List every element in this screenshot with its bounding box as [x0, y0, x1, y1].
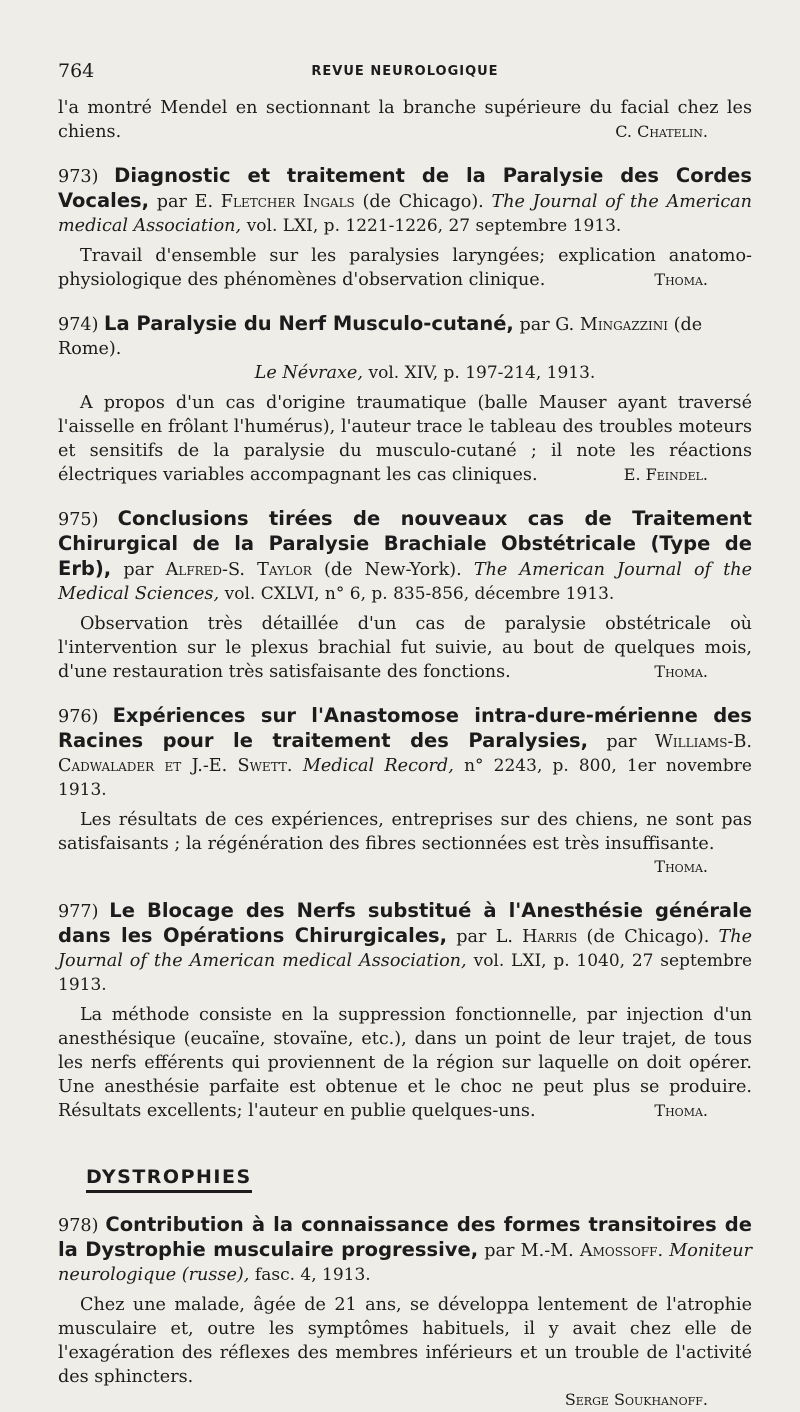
author-affiliation: (de New-York). [323, 560, 462, 580]
page-content [58, 96, 752, 1412]
entry-author: Alfred-S. Taylor [165, 560, 312, 580]
entry-reference: vol. LXI, p. 1040, 27 septembre 1913. [58, 951, 753, 995]
signature: Thoma. [654, 1101, 708, 1120]
author-affiliation: (de Rome). [58, 315, 703, 359]
abstract-entry [58, 704, 752, 879]
author-prefix: par [123, 560, 154, 580]
abstract-entry [58, 1213, 752, 1412]
entry-abstract: Travail d'ensemble sur les paralysies laryngées; explication anatomo-physiologique des phénomènes d'observation clinique. [58, 246, 752, 290]
entry-abstract: A propos d'un cas d'origine traumatique (balle Mauser ayant traversé l'aisselle en frôlant l'humérus), l'auteur trace le tableau des troubles moteurs et sensitifs de la paralysie du musculo-cutané ; il note les réactions électriques variables accompagnant les cas cliniques. [58, 393, 752, 485]
entry-number: 976) [58, 707, 99, 727]
signature: Thoma. [654, 270, 708, 289]
abstract-entry [58, 312, 752, 487]
author-affiliation: (de Chicago). [362, 192, 484, 212]
abstract-entry [58, 164, 752, 292]
entry-title: La Paralysie du Nerf Musculo-cutané, [104, 312, 514, 335]
entry-source [58, 361, 752, 385]
entry-author: M.-M. Amossoff. [520, 1241, 664, 1261]
entry-heading [58, 899, 752, 997]
entry-abstract: Les résultats de ces expériences, entreprises sur des chiens, ne sont pas satisfaisants ; la régénération des fibres sectionnées est très insuffisante. [58, 810, 752, 854]
entry-reference: n° 2243, p. 800, 1er novembre 1913. [58, 756, 752, 800]
entry-journal: Medical Record, [302, 756, 454, 776]
journal-title: REVUE NEUROLOGIQUE [311, 64, 499, 79]
entry-heading [58, 507, 752, 606]
author-prefix: par [519, 315, 550, 335]
entry-number: 973) [58, 167, 99, 187]
entry-number: 974) [58, 315, 99, 335]
entry-journal: The Journal of the American medical Association, [58, 192, 753, 236]
entry-number: 977) [58, 902, 99, 922]
signature: Thoma. [654, 662, 708, 681]
running-head [58, 60, 752, 90]
signature: Serge Soukhanoff. [564, 1390, 708, 1409]
entry-heading [58, 312, 752, 361]
entry-title: Conclusions tirées de nouveaux cas de Traitement Chirurgical de la Paralysie Brachiale Obstétricale (Type de Erb), [58, 507, 752, 580]
entry-journal: The American Journal of the Medical Sciences, [58, 560, 753, 604]
signature: C. Chatelin. [615, 122, 708, 141]
entry-journal: Moniteur neurologique (russe), [58, 1241, 753, 1285]
continuation-text: l'a montré Mendel en sectionnant la branche supérieure du facial chez les chiens. [58, 98, 752, 142]
section-heading: DYSTROPHIES [86, 1165, 252, 1193]
author-prefix: par [156, 192, 187, 212]
entry-number: 975) [58, 510, 99, 530]
entry-number: 978) [58, 1216, 99, 1236]
entry-journal: The Journal of the American medical Association, [58, 927, 752, 971]
entry-abstract: Chez une malade, âgée de 21 ans, se développa lentement de l'atrophie musculaire et, outre les symptômes habituels, il y avait chez elle de l'exagération des réflexes des membres inférieurs et un trouble de l'activité des sphincters. [58, 1295, 752, 1387]
entry-journal: Le Névraxe, [254, 363, 363, 383]
entry-reference: fasc. 4, 1913. [254, 1265, 371, 1285]
entry-reference: vol. CXLVI, n° 6, p. 835-856, décembre 1913. [224, 584, 615, 604]
signature: E. Feindel. [623, 465, 708, 484]
entry-author: L. Harris [495, 927, 578, 947]
author-prefix: par [456, 927, 487, 947]
author-affiliation: (de Chicago). [586, 927, 710, 947]
abstract-entry [58, 899, 752, 1123]
author-prefix: par [606, 732, 637, 752]
abstract-entry [58, 507, 752, 684]
entry-abstract: Observation très détaillée d'un cas de paralysie obstétricale où l'intervention sur le plexus brachial fut suivie, au bout de quelques mois, d'une restauration très satisfaisante des fonctions. [58, 614, 752, 682]
entry-title: Expériences sur l'Anastomose intra-dure-mérienne des Racines pour le traitement des Paralysies, [58, 704, 753, 752]
page-number: 764 [58, 60, 95, 82]
entry-author: G. Mingazzini [555, 315, 668, 335]
entry-heading [58, 164, 752, 238]
entry-author: E. Fletcher Ingals [194, 192, 355, 212]
entry-heading [58, 1213, 752, 1287]
entry-title: Contribution à la connaissance des formes transitoires de la Dystrophie musculaire progressive, [58, 1213, 752, 1261]
entry-author: Williams-B. Cadwalader et J.-E. Swett. [58, 732, 752, 776]
entry-reference: vol. LXI, p. 1221-1226, 27 septembre 1913. [246, 216, 622, 236]
entry-abstract: La méthode consiste en la suppression fonctionnelle, par injection d'un anesthésique (eucaïne, stovaïne, etc.), dans un point de leur trajet, de tous les nerfs efférents qui proviennent de la région sur laquelle on doit opérer. Une anesthésie parfaite est obtenue et le choc ne peut plus se produire. Résultats excellents; l'auteur en publie quelques-uns. [58, 1005, 752, 1121]
entry-title: Le Blocage des Nerfs substitué à l'Anesthésie générale dans les Opérations Chirurgicales, [58, 899, 752, 947]
entry-reference: vol. XIV, p. 197-214, 1913. [368, 363, 596, 383]
entry-title: Diagnostic et traitement de la Paralysie des Cordes Vocales, [58, 164, 752, 212]
author-prefix: par [484, 1241, 515, 1261]
signature: Thoma. [654, 857, 708, 876]
entry-heading [58, 704, 752, 802]
